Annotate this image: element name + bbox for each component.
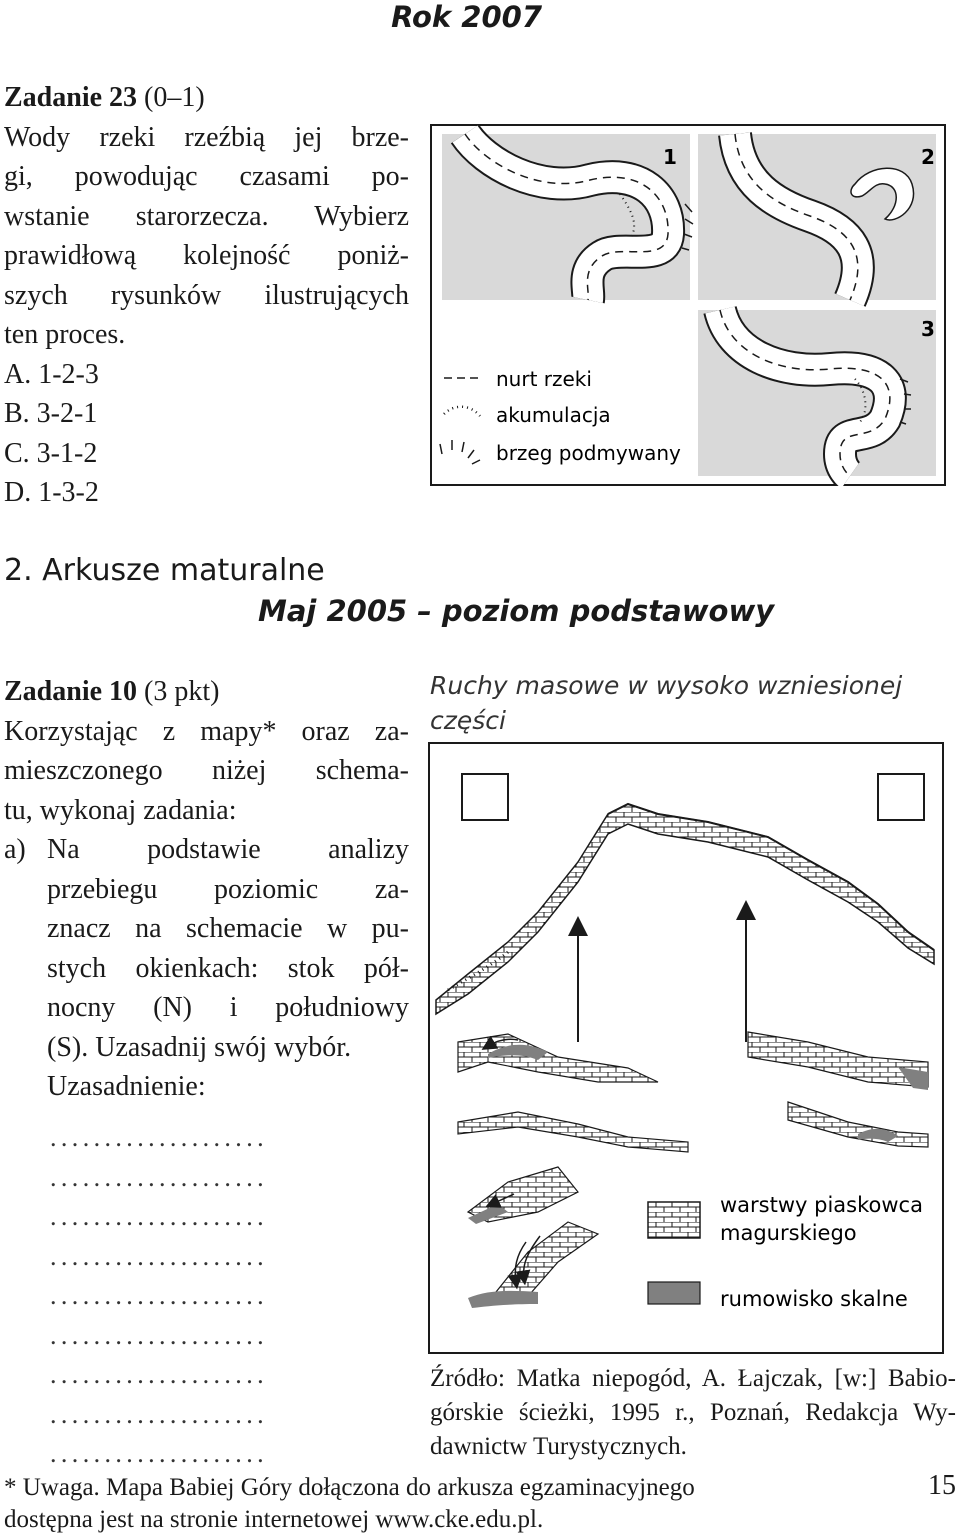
figure-source (430, 1362, 956, 1464)
sandstone-swatch (648, 1202, 700, 1238)
task-23-line: gi, powodując czasami po- (4, 161, 409, 192)
legend-sandstone-label: warstwy piaskowca (720, 1193, 923, 1217)
footnote-line: * Uwaga. Mapa Babiej Góry dołączona do arkusza egzaminacyjnego (4, 1474, 695, 1501)
task-23-title: Zadanie 23 (4, 82, 138, 113)
option-d: D. 1-3-2 (4, 477, 99, 508)
task-10-item-a (4, 830, 409, 1107)
answer-line[interactable]: .................... (50, 1241, 268, 1271)
legend-sandstone-label: magurskiego (720, 1221, 857, 1245)
task-23-line: Wody rzeki rzeźbią jej brze- (4, 121, 409, 153)
item-a-label: a) (4, 834, 26, 865)
item-a-line: (S). Uzasadnij swój wybór. (47, 1031, 352, 1063)
task-23-line: wstanie starorzecza. Wybierz (4, 200, 409, 232)
task-10-line: tu, wykonaj zadania: (4, 794, 237, 826)
item-a-line: przebiegu poziomic za- (47, 873, 409, 905)
source-line: dawnictw Turystycznych. (430, 1433, 687, 1460)
meander-panel-3 (698, 310, 936, 476)
item-a-line: stych okienkach: stok pół- (47, 952, 409, 984)
legend-current-label: nurt rzeki (496, 367, 592, 391)
answer-line[interactable]: .................... (50, 1202, 268, 1231)
answer-line[interactable]: .................... (50, 1281, 268, 1310)
source-line: górskie ścieżki, 1995 r., Poznań, Redakcja Wy- (430, 1399, 956, 1426)
task-23-points: (0–1) (144, 82, 205, 113)
task-10 (4, 672, 409, 1107)
answer-line[interactable]: .................... (50, 1399, 268, 1429)
answer-area[interactable] (50, 1118, 268, 1474)
answer-line[interactable]: .................... (50, 1320, 268, 1350)
panel-label-3: 3 (921, 317, 935, 341)
task-23-line: ten proces. (4, 319, 126, 350)
task-23 (4, 78, 409, 513)
option-b: B. 3-2-1 (4, 398, 98, 429)
task-10-title: Zadanie 10 (4, 676, 138, 707)
item-a-line: Na podstawie analizy (47, 834, 409, 865)
legend-rubble-label: rumowisko skalne (720, 1287, 908, 1311)
answer-line[interactable]: .................... (50, 1439, 268, 1468)
meander-panel-2 (698, 134, 936, 300)
legend-eroded-bank-label: brzeg podmywany (496, 441, 681, 465)
option-c: C. 3-1-2 (4, 437, 98, 469)
option-a: A. 1-2-3 (4, 358, 99, 390)
slope-answer-box-left[interactable] (462, 774, 508, 820)
footnote-line: dostępna jest na stronie internetowej www.cke.edu.pl. (4, 1506, 544, 1533)
task-10-line: Korzystając z mapy* oraz za- (4, 715, 409, 747)
item-a-line: nocny (N) i południowy (47, 992, 409, 1023)
task-10-line: mieszczonego niżej schema- (4, 755, 409, 786)
task-23-line: szych rysunków ilustrujących (4, 279, 409, 311)
rubble-swatch (648, 1282, 700, 1304)
justification-label: Uzasadnienie: (47, 1071, 206, 1102)
footnote (4, 1472, 695, 1536)
meander-figure (430, 124, 946, 486)
page-number: 15 (928, 1470, 956, 1501)
meander-panel-1 (442, 134, 693, 300)
mass-movement-schematic (428, 742, 944, 1354)
answer-line[interactable]: .................... (50, 1123, 268, 1152)
task-10-points: (3 pkt) (144, 676, 220, 707)
item-a-line: znacz na schemacie w pu- (47, 913, 409, 944)
source-line: Źródło: Matka niepogód, A. Łajczak, [w:] Babio- (430, 1365, 956, 1392)
panel-label-2: 2 (921, 145, 935, 169)
section-title: 2. Arkusze maturalne (4, 553, 325, 588)
answer-line[interactable]: .................... (50, 1360, 268, 1389)
caption-line: Ruchy masowe w wysoko wzniesionej części (430, 671, 903, 735)
answer-line[interactable]: .................... (50, 1162, 268, 1192)
panel-label-1: 1 (663, 145, 677, 169)
legend-accumulation-label: akumulacja (496, 403, 611, 427)
slope-answer-box-right[interactable] (878, 774, 924, 820)
year-header: Rok 2007 (391, 0, 542, 34)
task-23-line: prawidłową kolejność poniż- (4, 240, 409, 271)
section-subtitle: Maj 2005 – poziom podstawowy (258, 594, 775, 628)
